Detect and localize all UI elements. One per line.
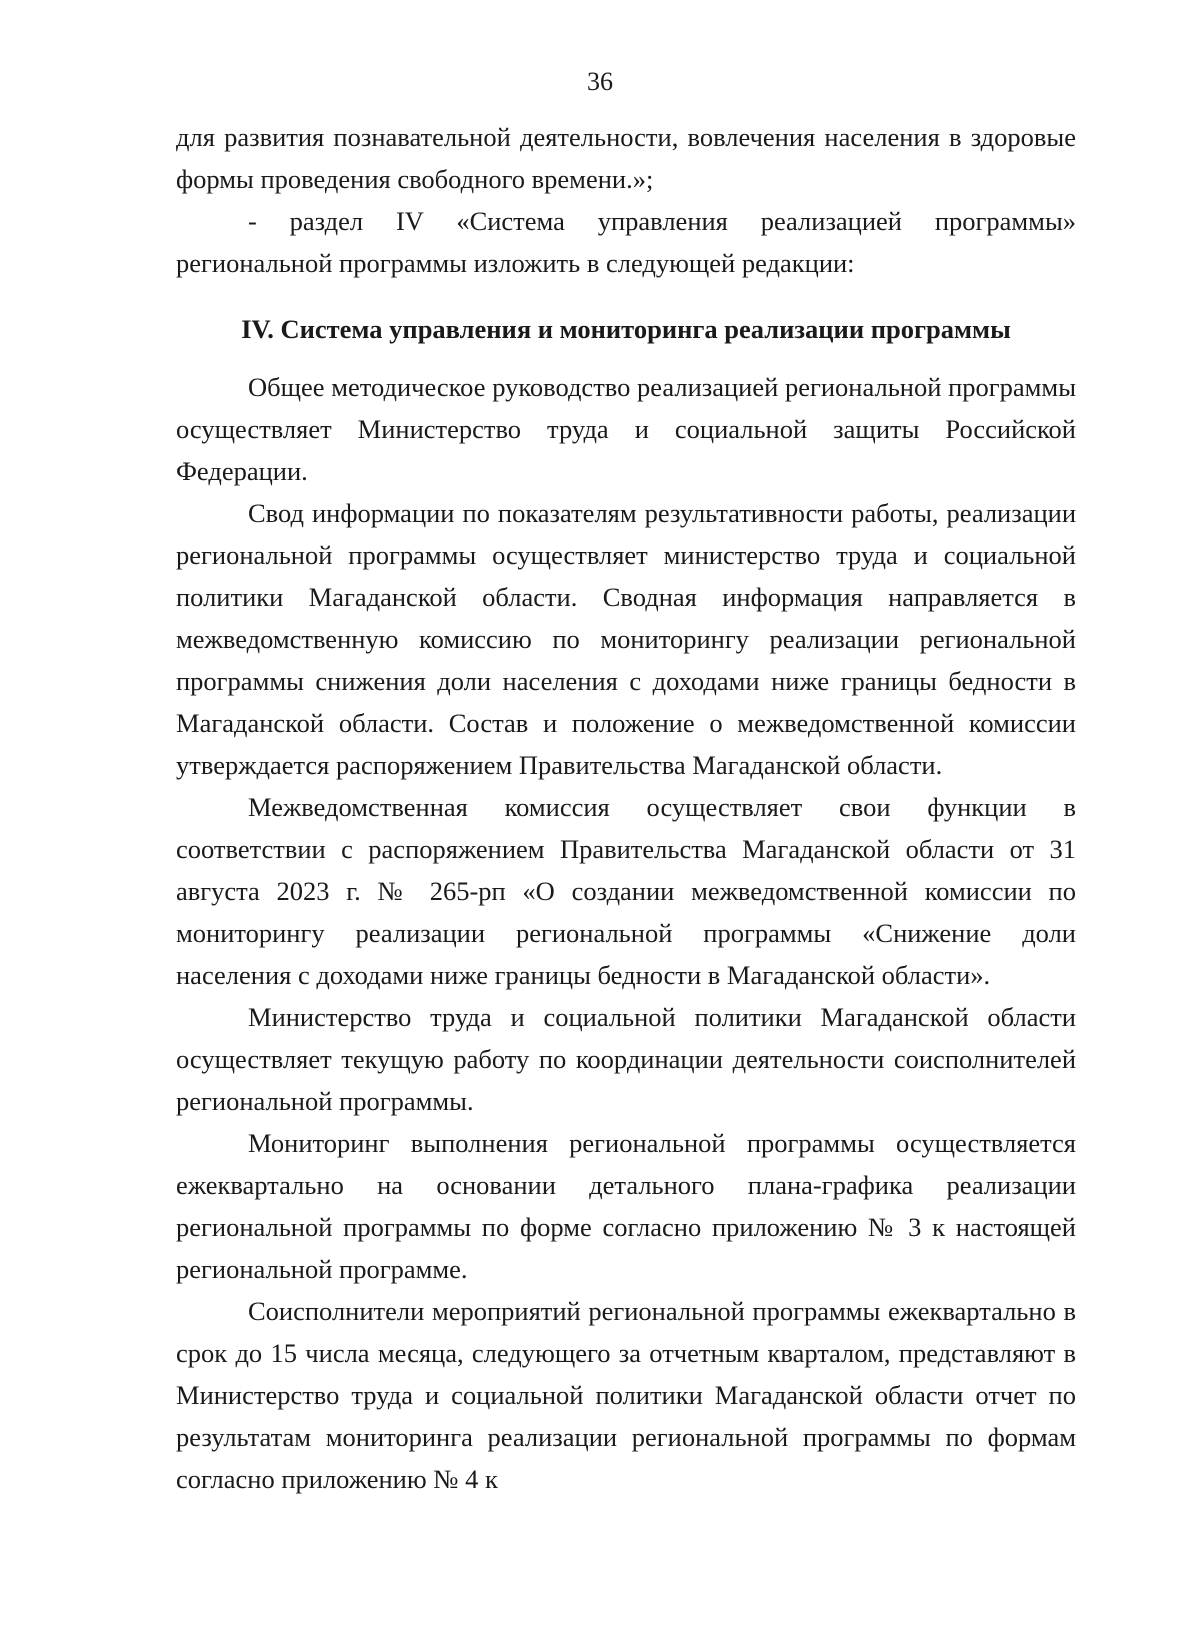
paragraph-info-summary: Свод информации по показателям результативности работы, реализации региональной программы осуществляет министерство труда и социальной политики Магаданской области. Сводная информация направляется в межведомственную комиссию по мониторингу реализации региональной программы снижения доли населения с доходами ниже границы бедности в Магаданской области. Состав и положение о межведомственной комиссии утверждается распоряжением Правительства Магаданской области.: [176, 498, 1076, 780]
paragraph-monitoring-schedule: Мониторинг выполнения региональной программы осуществляется ежеквартально на основании детального плана-графика реализации региональной программы по форме согласно приложению № 3 к настоящей региональной программе.: [176, 1128, 1076, 1284]
section-heading: IV. Система управления и мониторинга реализации программы: [241, 314, 1011, 344]
paragraph-general-guidance: Общее методическое руководство реализацией региональной программы осуществляет Министерство труда и социальной защиты Российской Федерации.: [176, 372, 1076, 486]
document-body: [176, 116, 1076, 1500]
paragraph-ministry-coordination: Министерство труда и социальной политики Магаданской области осуществляет текущую работу по координации деятельности соисполнителей региональной программы.: [176, 1002, 1076, 1116]
paragraph-amendment: - раздел IV «Система управления реализацией программы» региональной программы изложить в следующей редакции:: [176, 206, 1076, 278]
paragraph-coexecutors-report: Соисполнители мероприятий региональной программы ежеквартально в срок до 15 числа месяца, следующего за отчетным кварталом, представляют в Министерство труда и социальной политики Магаданской области отчет по результатам мониторинга реализации региональной программы по формам согласно приложению № 4 к: [176, 1296, 1076, 1494]
paragraph-commission-functions: Межведомственная комиссия осуществляет свои функции в соответствии с распоряжением Правительства Магаданской области от 31 августа 2023 г. № 265-рп «О создании межведомственной комиссии по мониторингу реализации региональной программы «Снижение доли населения с доходами ниже границы бедности в Магаданской области».: [176, 792, 1076, 990]
paragraph-continuation: для развития познавательной деятельности, вовлечения населения в здоровые формы проведения свободного времени.»;: [176, 122, 1076, 194]
page-number: 36: [587, 67, 613, 96]
